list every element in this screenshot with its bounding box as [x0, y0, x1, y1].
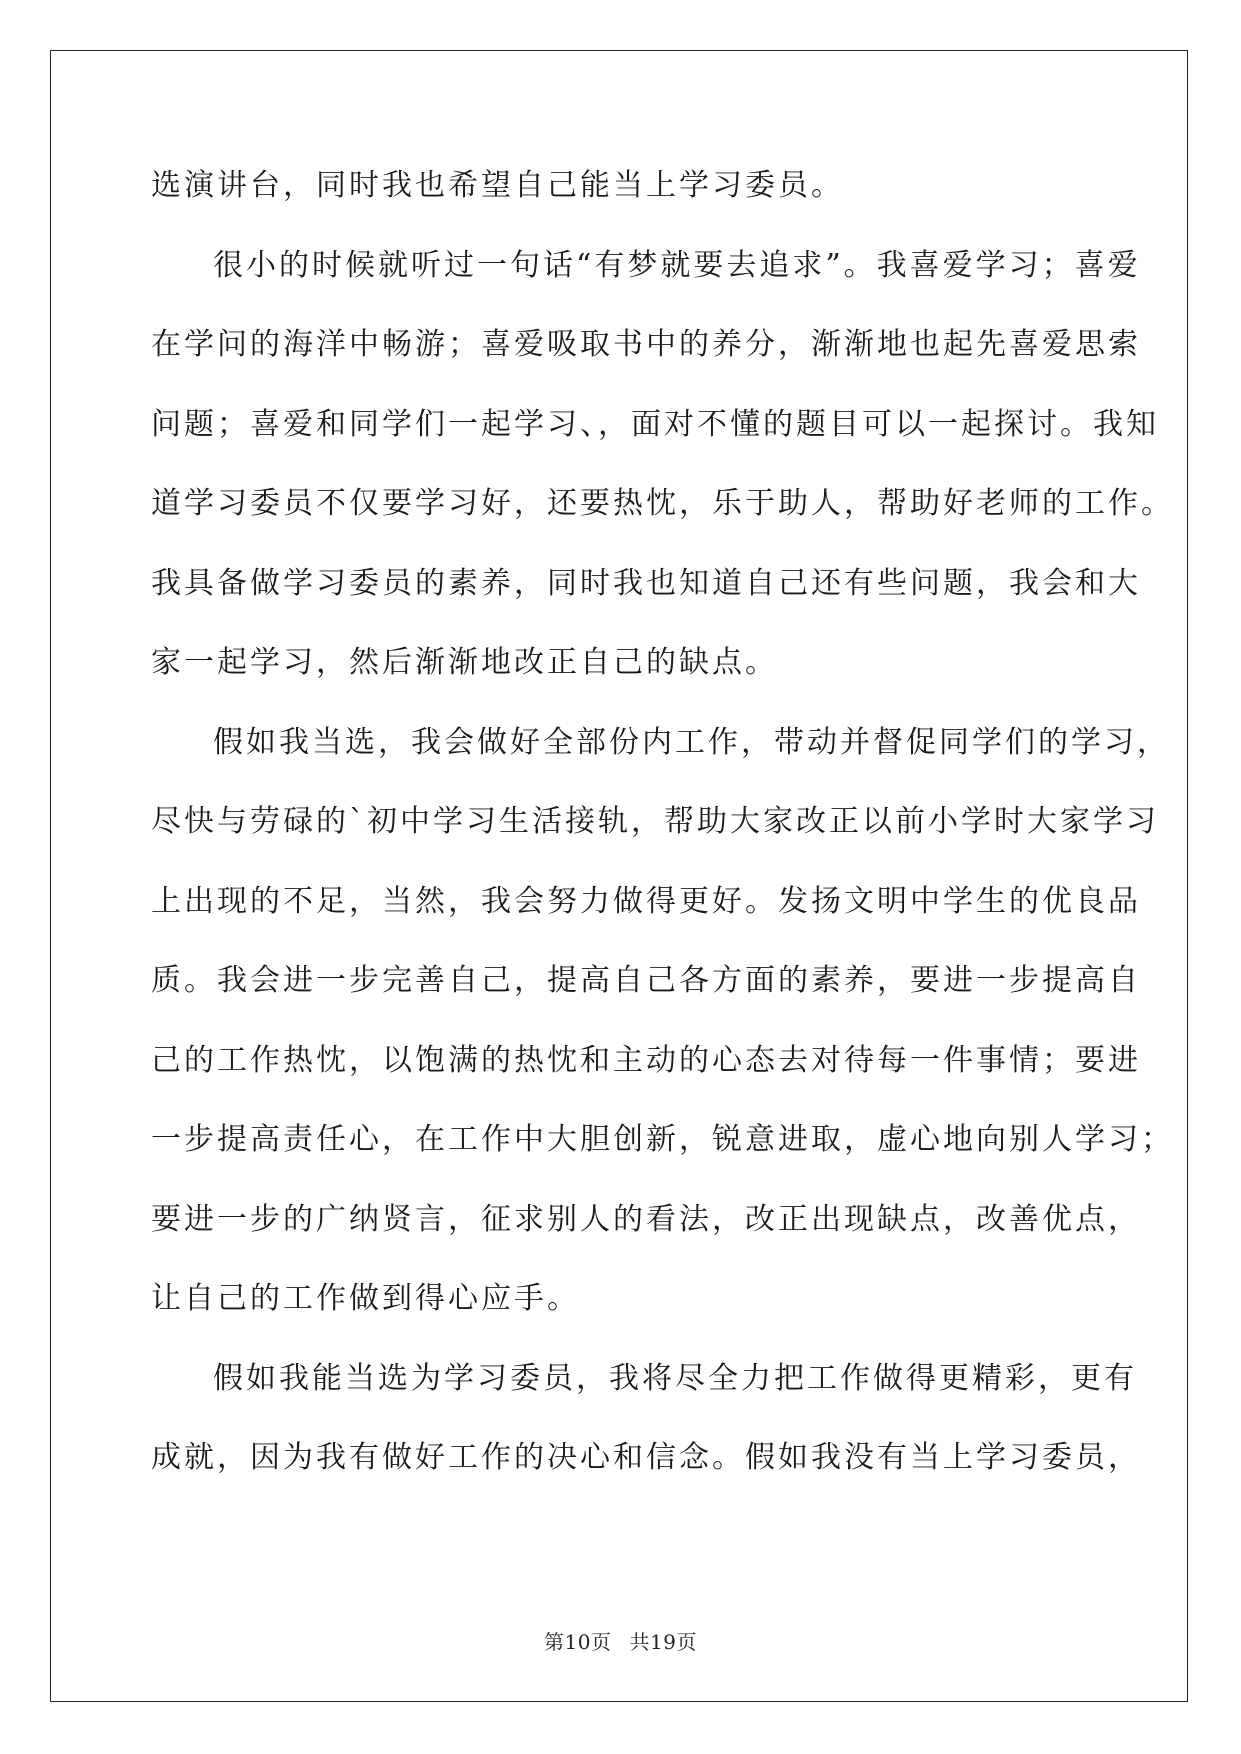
text-line-3: 在学问的海洋中畅游；喜爱吸取书中的养分，渐渐地也起先喜爱思索	[151, 327, 1141, 362]
page-number: 第10页	[544, 1630, 612, 1654]
text-line-11: 质。我会进一步完善自己，提高自己各方面的素养，要进一步提高自	[151, 963, 1141, 998]
text-line-2: 很小的时候就听过一句话“有梦就要去追求”。我喜爱学习；喜爱	[213, 247, 1141, 283]
text-line-5: 道学习委员不仅要学习好，还要热忱，乐于助人，帮助好老师的工作。	[151, 486, 1174, 521]
text-line-17: 成就，因为我有做好工作的决心和信念。假如我没有当上学习委员，	[151, 1440, 1141, 1475]
text-line-15: 让自己的工作做到得心应手。	[151, 1281, 580, 1316]
page-footer	[0, 1626, 1241, 1655]
text-line-14: 要进一步的广纳贤言，征求别人的看法，改正出现缺点，改善优点，	[151, 1201, 1141, 1237]
text-line-16: 假如我能当选为学习委员，我将尽全力把工作做得更精彩，更有	[213, 1360, 1137, 1396]
page-total: 共19页	[629, 1630, 697, 1654]
text-line-12: 己的工作热忱，以饱满的热忱和主动的心态去对待每一件事情；要进	[151, 1042, 1141, 1078]
text-line-8: 假如我当选，我会做好全部份内工作，带动并督促同学们的学习，	[213, 724, 1170, 760]
text-line-1: 选演讲台，同时我也希望自己能当上学习委员。	[151, 168, 844, 203]
text-line-4: 问题；喜爱和同学们一起学习、，面对不懂的题目可以一起探讨。我知	[151, 406, 1159, 442]
document-body	[151, 160, 1174, 1512]
text-line-10: 上出现的不足，当然，我会努力做得更好。发扬文明中学生的优良品	[151, 883, 1141, 919]
text-line-7: 家一起学习，然后渐渐地改正自己的缺点。	[151, 645, 778, 680]
text-line-9: 尽快与劳碌的`初中学习生活接轨，帮助大家改正以前小学时大家学习	[151, 804, 1159, 839]
text-line-6: 我具备做学习委员的素养，同时我也知道自己还有些问题，我会和大	[151, 565, 1141, 601]
text-line-13: 一步提高责任心，在工作中大胆创新，锐意进取，虚心地向别人学习；	[151, 1122, 1174, 1157]
